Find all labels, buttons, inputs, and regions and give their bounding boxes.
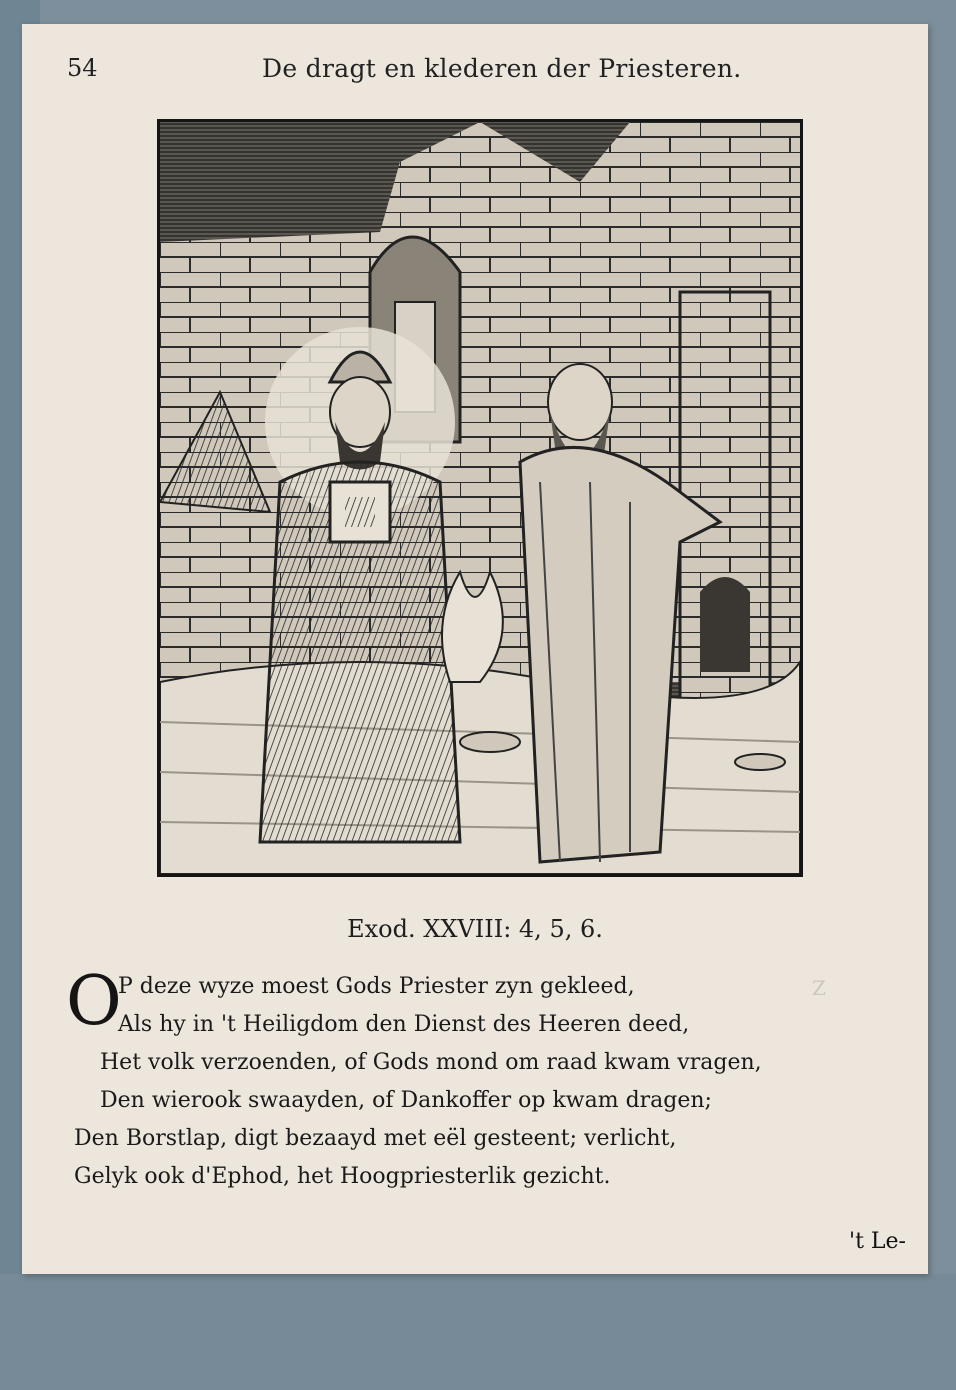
catchword: 't Le- bbox=[849, 1229, 906, 1254]
drop-capital: O bbox=[66, 962, 122, 1041]
book-page bbox=[22, 24, 928, 1274]
poem-line: P deze wyze moest Gods Priester zyn gekleed, bbox=[118, 974, 635, 999]
background-bottom bbox=[0, 1274, 956, 1390]
poem-line: Als hy in 't Heiligdom den Dienst des Heeren deed, bbox=[118, 1012, 690, 1037]
woodcut-illustration bbox=[160, 122, 800, 874]
poem-line: Den Borstlap, digt bezaayd met eël gesteent; verlicht, bbox=[74, 1126, 677, 1151]
woodcut-high-priest-and-moses-icon bbox=[157, 119, 803, 877]
poem-line: Den wierook swaayden, of Dankoffer op kwam dragen; bbox=[100, 1088, 712, 1113]
poem-line: Het volk verzoenden, of Gods mond om raad kwam vragen, bbox=[100, 1050, 762, 1075]
poem bbox=[70, 968, 930, 1196]
page-title: De dragt en klederen der Priesteren. bbox=[262, 54, 742, 83]
bleed-through-text: Z bbox=[812, 976, 826, 1000]
scripture-reference: Exod. XXVIII: 4, 5, 6. bbox=[347, 915, 603, 943]
page-number: 54 bbox=[67, 54, 98, 82]
poem-line: Gelyk ook d'Ephod, het Hoogpriesterlik gezicht. bbox=[74, 1164, 611, 1189]
